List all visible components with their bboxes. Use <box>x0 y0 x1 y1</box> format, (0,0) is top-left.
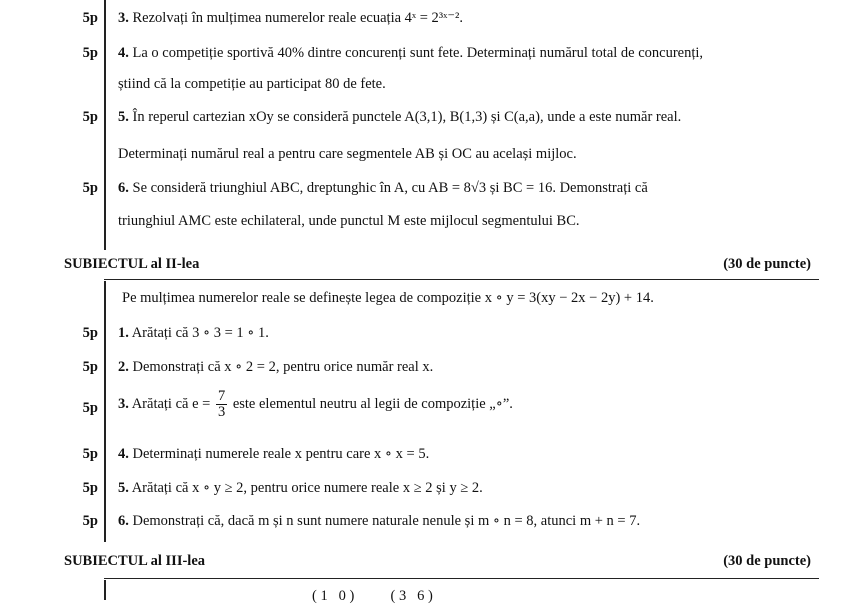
item-text: Demonstrați că, dacă m și n sunt numere naturale nenule și m ∘ n = 8, atunci m + n = 7. <box>132 513 641 529</box>
item-text-post: este elementul neutru al legii de compoziție „∘”. <box>232 395 513 412</box>
item-text-line1: Se consideră triunghiul ABC, dreptunghic în A, cu AB = 8√3 și BC = 16. Demonstrați că <box>132 180 648 196</box>
item-number: 4. <box>118 446 129 462</box>
item-text: Arătați că 3 ∘ 3 = 1 ∘ 1. <box>131 325 269 341</box>
points-label: 5p <box>82 109 98 125</box>
subject-2-score: (30 de puncte) <box>723 256 811 272</box>
points-label: 5p <box>82 45 98 61</box>
points-label: 5p <box>82 10 98 26</box>
intro-text: Pe mulțimea numerelor reale se definește legea de compoziție x ∘ y = 3(xy − 2x − 2y) + 14. <box>122 290 654 306</box>
subject-2-header <box>64 256 811 273</box>
left-rule-top <box>104 0 106 250</box>
subject-3-title: SUBIECTUL al III-lea <box>64 553 206 569</box>
left-rule-middle <box>104 281 106 542</box>
item-text-line1: În reperul cartezian xOy se consideră punctele A(3,1), B(1,3) și C(a,a), unde a este număr real. <box>132 109 682 125</box>
subject-3-score: (30 de puncte) <box>723 553 811 569</box>
item-text-pre: Arătați că e = <box>131 395 211 412</box>
item-number: 5. <box>118 480 129 496</box>
fraction-denominator: 3 <box>217 404 226 420</box>
points-label: 5p <box>82 359 98 375</box>
item-number: 5. <box>118 109 129 125</box>
points-label: 5p <box>82 180 98 196</box>
item-text-line2: Determinați numărul real a pentru care segmentele AB și OC au același mijloc. <box>118 146 577 162</box>
fraction <box>216 389 227 420</box>
item-text-line1: La o competiție sportivă 40% dintre concurenți sunt fete. Determinați numărul total de concurenți, <box>132 45 704 61</box>
item-number: 3. <box>118 10 129 26</box>
subject-2-rule <box>104 279 819 280</box>
item-text: Arătați că x ∘ y ≥ 2, pentru orice numere reale x ≥ 2 și y ≥ 2. <box>131 480 483 496</box>
points-label: 5p <box>82 480 98 496</box>
item-number: 6. <box>118 513 129 529</box>
points-label: 5p <box>82 513 98 529</box>
subject-3-rule <box>104 578 819 579</box>
item-text: Rezolvați în mulțimea numerelor reale ecuația 4ˣ = 2³ˣ⁻². <box>132 10 463 26</box>
points-label: 5p <box>82 325 98 341</box>
item-text: Demonstrați că x ∘ 2 = 2, pentru orice număr real x. <box>132 359 434 375</box>
item-text: Determinați numerele reale x pentru care x ∘ x = 5. <box>132 446 430 462</box>
item-text-line2: triunghiul AMC este echilateral, unde punctul M este mijlocul segmentului BC. <box>118 213 580 229</box>
subject-3-partial-matrices: ( 1 0 ) ( 3 6 ) <box>312 588 433 604</box>
subject-2-title: SUBIECTUL al II-lea <box>64 256 200 272</box>
item-number: 2. <box>118 359 129 375</box>
item-number: 1. <box>118 325 129 341</box>
points-label: 5p <box>82 400 98 416</box>
item-number: 6. <box>118 180 129 196</box>
fraction-numerator: 7 <box>217 388 226 404</box>
points-label: 5p <box>82 446 98 462</box>
left-rule-bottom <box>104 580 106 600</box>
item-number: 3. <box>118 395 129 412</box>
item-text-line2: știind că la competiție au participat 80 de fete. <box>118 76 386 92</box>
subject-3-header <box>64 553 811 570</box>
item-number: 4. <box>118 45 129 61</box>
